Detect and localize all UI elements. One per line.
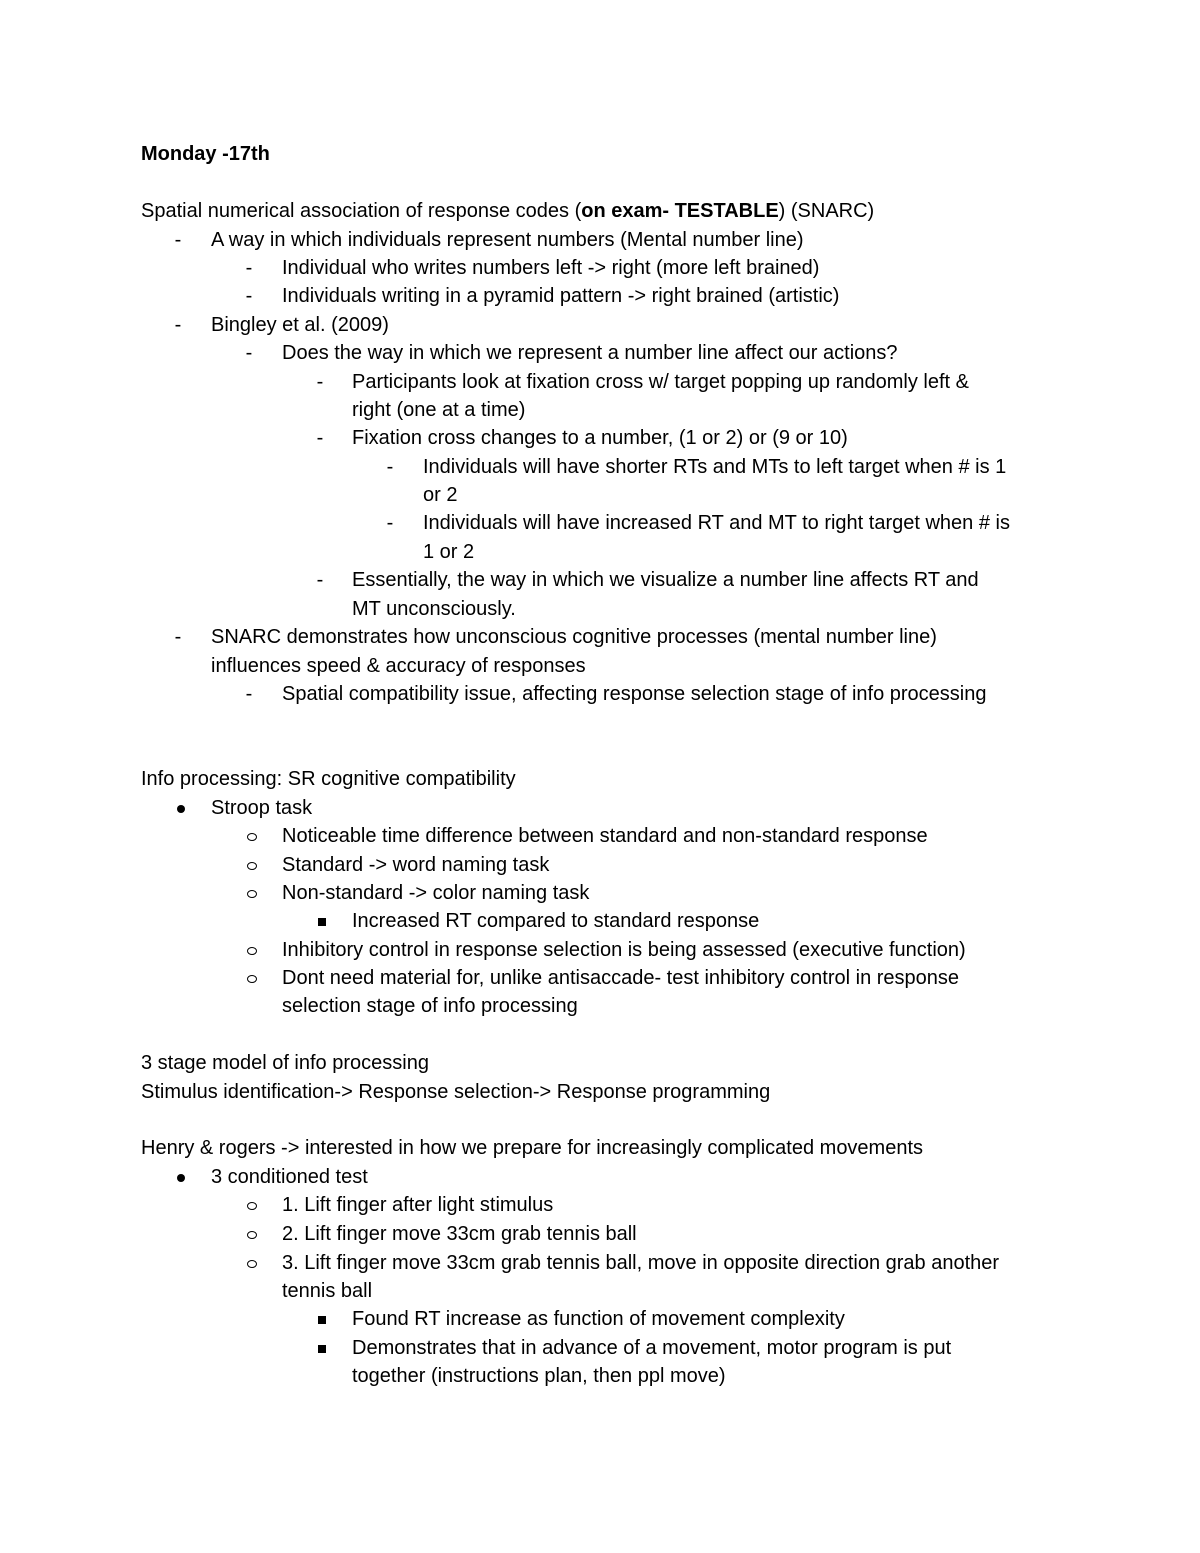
list-item [0, 1163, 1200, 1191]
list-item-text: Non-standard -> color naming task [282, 882, 590, 904]
list-item-text: Found RT increase as function of movement complexity [352, 1308, 845, 1330]
list-item-continuation [0, 1362, 1200, 1390]
list-item [0, 282, 1200, 310]
bullet-circle-icon [242, 879, 262, 907]
list-item-text: Individual who writes numbers left -> right (more left brained) [282, 257, 820, 279]
testable-emphasis: on exam- TESTABLE [581, 200, 779, 222]
list-item [0, 623, 1200, 651]
list-item-text: Stroop task [211, 797, 313, 819]
list-item-text: right (one at a time) [352, 399, 526, 421]
dash-marker: - [316, 427, 324, 449]
list-item-text: Essentially, the way in which we visualize a number line affects RT and [352, 569, 979, 591]
list-item [0, 254, 1200, 282]
list-item-continuation [0, 652, 1200, 680]
list-item [0, 822, 1200, 850]
list-item-text: Individuals will have increased RT and MT to right target when # is [423, 512, 1010, 534]
list-item [0, 851, 1200, 879]
list-item-text: influences speed & accuracy of responses [211, 655, 586, 677]
list-item-text: Info processing: SR cognitive compatibility [141, 768, 516, 790]
list-item [0, 509, 1200, 537]
list-item-text: 3. Lift finger move 33cm grab tennis ball, move in opposite direction grab another [282, 1252, 1000, 1274]
list-item-continuation [0, 595, 1200, 623]
bullet-circle-icon [242, 936, 262, 964]
bullet-circle-icon [242, 822, 262, 850]
page-title [0, 140, 1200, 168]
bullet-circle-icon [242, 1191, 262, 1219]
bullet-circle-icon [242, 964, 262, 992]
list-item-text: 2. Lift finger move 33cm grab tennis ball [282, 1223, 637, 1245]
list-item-text: Henry & rogers -> interested in how we prepare for increasingly complicated movements [141, 1137, 924, 1159]
list-item-text: Participants look at fixation cross w/ target popping up randomly left & [352, 371, 969, 393]
bullet-dot-icon [171, 794, 191, 822]
list-item [0, 424, 1200, 452]
list-item [0, 794, 1200, 822]
dash-marker: - [316, 569, 324, 591]
model-stages [0, 1078, 1200, 1106]
list-item [0, 566, 1200, 594]
henry-heading [0, 1134, 1200, 1162]
dash-marker: - [245, 683, 253, 705]
bullet-square-icon [312, 907, 332, 935]
list-item-text: Individuals will have shorter RTs and MTs to left target when # is 1 [423, 456, 1007, 478]
list-item-text: Spatial numerical association of response codes (on exam- TESTABLE) (SNARC) [141, 200, 875, 222]
list-item-continuation [0, 992, 1200, 1020]
bullet-dot-icon [171, 1163, 191, 1191]
bullet-square-icon [312, 1334, 332, 1362]
list-item-text: 3 stage model of info processing [141, 1052, 429, 1074]
list-item [0, 226, 1200, 254]
list-item-text: Fixation cross changes to a number, (1 or 2) or (9 or 10) [352, 427, 848, 449]
list-item [0, 1220, 1200, 1248]
list-item-text: 3 conditioned test [211, 1166, 368, 1188]
list-item [0, 964, 1200, 992]
bullet-circle-icon [242, 1220, 262, 1248]
dash-marker: - [386, 512, 394, 534]
list-item-text: SNARC demonstrates how unconscious cognitive processes (mental number line) [211, 626, 937, 648]
dash-marker: - [174, 626, 182, 648]
list-item-text: A way in which individuals represent numbers (Mental number line) [211, 229, 804, 251]
list-item [0, 1191, 1200, 1219]
list-item-text: 1 or 2 [423, 541, 475, 563]
list-item-text: 1. Lift finger after light stimulus [282, 1194, 554, 1216]
bullet-square-icon [312, 1305, 332, 1333]
list-item-text: Standard -> word naming task [282, 854, 550, 876]
list-item [0, 453, 1200, 481]
dash-marker: - [386, 456, 394, 478]
list-item [0, 1305, 1200, 1333]
list-item-text: tennis ball [282, 1280, 373, 1302]
list-item [0, 680, 1200, 708]
list-item [0, 1249, 1200, 1277]
list-item-text: Spatial compatibility issue, affecting response selection stage of info processing [282, 683, 987, 705]
list-item [0, 1334, 1200, 1362]
list-item-text: Does the way in which we represent a number line affect our actions? [282, 342, 898, 364]
dash-marker: - [245, 342, 253, 364]
list-item [0, 879, 1200, 907]
list-item-text: Demonstrates that in advance of a movement, motor program is put [352, 1337, 952, 1359]
info-heading [0, 765, 1200, 793]
list-item-continuation [0, 1277, 1200, 1305]
list-item [0, 936, 1200, 964]
model-heading [0, 1049, 1200, 1077]
bullet-circle-icon [242, 851, 262, 879]
list-item-text: Inhibitory control in response selection is being assessed (executive function) [282, 939, 966, 961]
list-item-continuation [0, 538, 1200, 566]
list-item-text: selection stage of info processing [282, 995, 578, 1017]
list-item-text: MT unconsciously. [352, 598, 516, 620]
list-item [0, 368, 1200, 396]
list-item-text: Stimulus identification-> Response selection-> Response programming [141, 1081, 771, 1103]
dash-marker: - [316, 371, 324, 393]
bullet-circle-icon [242, 1249, 262, 1277]
dash-marker: - [245, 285, 253, 307]
list-item [0, 907, 1200, 935]
dash-marker: - [174, 229, 182, 251]
dash-marker: - [245, 257, 253, 279]
list-item-continuation [0, 396, 1200, 424]
list-item-text: together (instructions plan, then ppl move) [352, 1365, 726, 1387]
list-item-text: Increased RT compared to standard response [352, 910, 760, 932]
snarc-heading [0, 197, 1200, 225]
list-item-text: Monday -17th [141, 143, 270, 165]
list-item-text: Dont need material for, unlike antisaccade- test inhibitory control in response [282, 967, 960, 989]
list-item [0, 311, 1200, 339]
dash-marker: - [174, 314, 182, 336]
list-item-continuation [0, 481, 1200, 509]
list-item-text: or 2 [423, 484, 458, 506]
list-item-text: Noticeable time difference between standard and non-standard response [282, 825, 928, 847]
list-item [0, 339, 1200, 367]
list-item-text: Bingley et al. (2009) [211, 314, 389, 336]
list-item-text: Individuals writing in a pyramid pattern -> right brained (artistic) [282, 285, 840, 307]
